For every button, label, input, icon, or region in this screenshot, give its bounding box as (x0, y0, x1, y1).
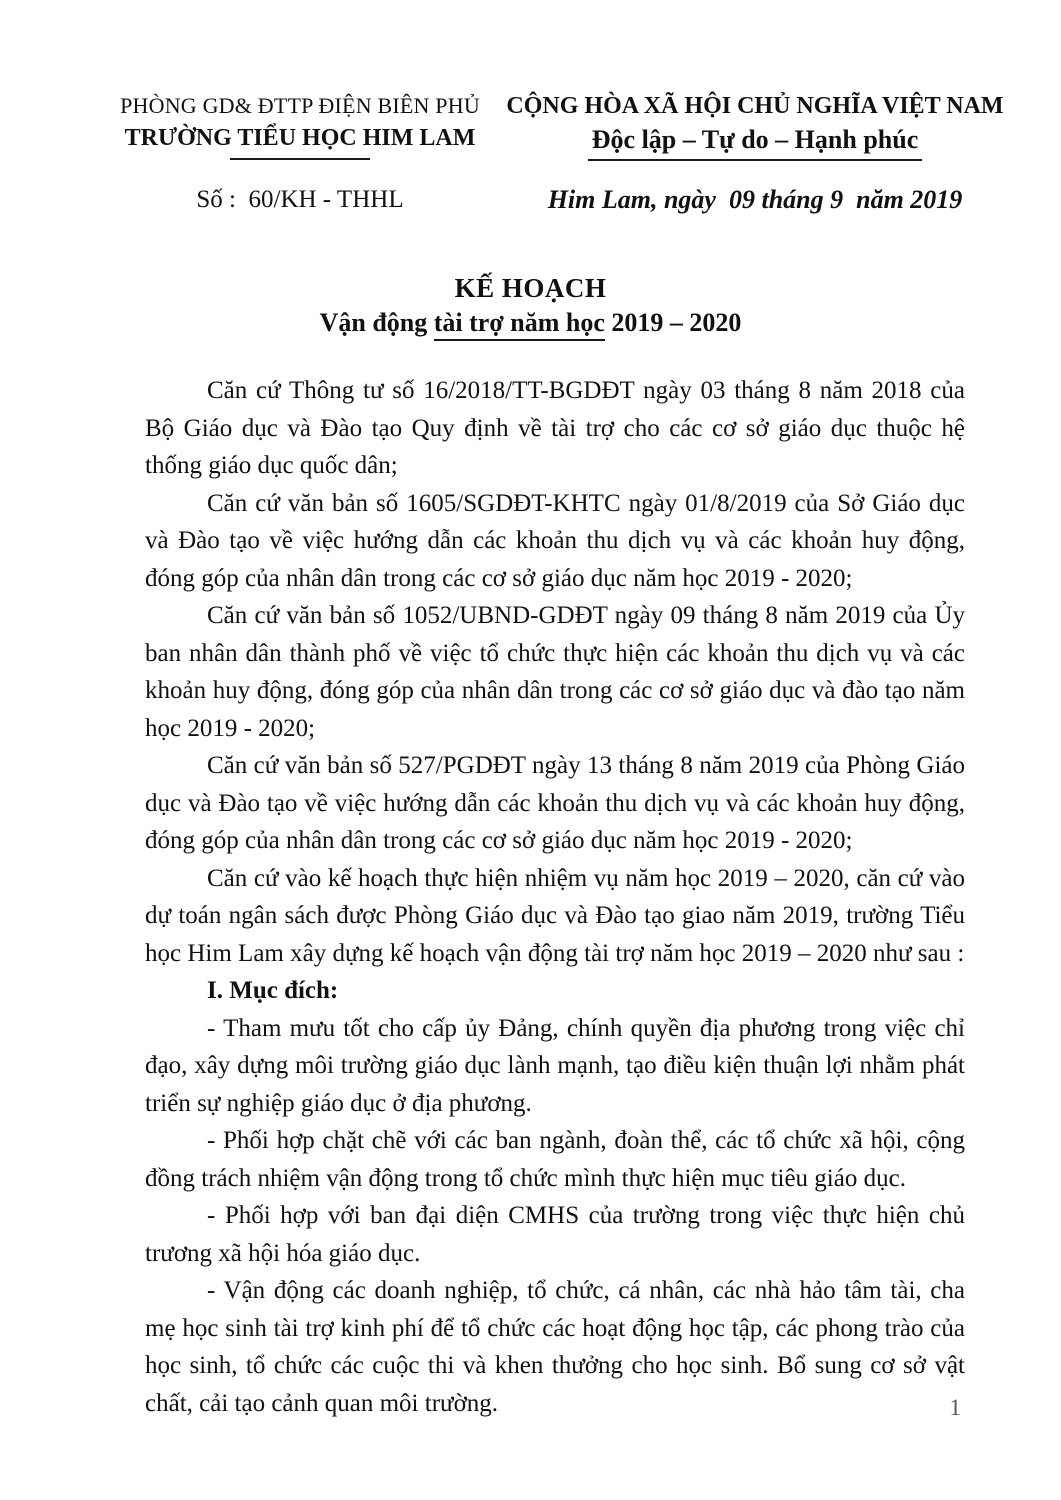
school-name-underline (230, 158, 370, 160)
section-item: - Tham mưu tốt cho cấp ủy Đảng, chính quyền địa phương trong việc chỉ đạo, xây dựng môi trường giáo dục lành mạnh, tạo điều kiện thuận lợi nhằm phát triển sự nghiệp giáo dục ở địa phương. (145, 1014, 965, 1117)
national-title: CỘNG HÒA XÃ HỘI CHỦ NGHĨA VIỆT NAM (506, 93, 1004, 119)
page-number: 1 (949, 1395, 961, 1420)
document-subtitle (0, 306, 1061, 340)
document-number: Số : 60/KH - THHL (196, 186, 404, 213)
subtitle-underlined-part: tài trợ năm học (434, 308, 605, 341)
national-motto: Độc lập – Tự do – Hạnh phúc (588, 124, 923, 161)
section-heading: I. Mục đích: (207, 977, 339, 1004)
document-header (0, 90, 1061, 161)
number-date-row (0, 185, 1061, 215)
body-paragraph: Căn cứ vào kế hoạch thực hiện nhiệm vụ năm học 2019 – 2020, căn cứ vào dự toán ngân sách được Phòng Giáo dục và Đào tạo giao năm 2019, trường Tiểu học Him Lam xây dựng kế hoạch vận động tài trợ năm học 2019 – 2020 như sau : (145, 864, 965, 967)
section-item: - Phối hợp với ban đại diện CMHS của trường trong việc thực hiện chủ trương xã hội hóa giáo dục. (145, 1202, 965, 1267)
section-item: - Vận động các doanh nghiệp, tổ chức, cá nhân, các nhà hảo tâm tài, cha mẹ học sinh tài trợ kinh phí để tổ chức các hoạt động học tập, các phong trào của học sinh, tổ chức các cuộc thi và khen thưởng cho học sinh. Bổ sung cơ sở vật chất, cải tạo cảnh quan môi trường. (145, 1277, 965, 1417)
issuing-authority-block (110, 90, 490, 161)
department-name: PHÒNG GD& ĐTTP ĐIỆN BIÊN PHỦ (120, 93, 480, 118)
national-heading-block (505, 90, 1005, 161)
document-title: KẾ HOẠCH (454, 273, 607, 303)
place-and-date: Him Lam, ngày 09 tháng 9 năm 2019 (547, 185, 963, 214)
body-paragraph: Căn cứ Thông tư số 16/2018/TT-BGDĐT ngày 03 tháng 8 năm 2018 của Bộ Giáo dục và Đào tạo Quy định về tài trợ cho các cơ sở giáo dục thuộc hệ thống giáo dục quốc dân; (145, 377, 965, 479)
document-body (145, 372, 965, 1422)
subtitle-prefix: Vận động (319, 308, 434, 337)
title-block (0, 271, 1061, 340)
body-paragraph: Căn cứ văn bản số 1052/UBND-GDĐT ngày 09 tháng 8 năm 2019 của Ủy ban nhân dân thành phố về việc tổ chức thực hiện các khoản thu dịch vụ và các khoản huy động, đóng góp của nhân dân trong các cơ sở giáo dục và đào tạo năm học 2019 - 2020; (145, 602, 965, 742)
subtitle-suffix: 2019 – 2020 (604, 308, 742, 337)
school-name: TRƯỜNG TIỂU HỌC HIM LAM (124, 125, 476, 151)
body-paragraph: Căn cứ văn bản số 527/PGDĐT ngày 13 tháng 8 năm 2019 của Phòng Giáo dục và Đào tạo về việc hướng dẫn các khoản thu dịch vụ và các khoản huy động, đóng góp của nhân dân trong các cơ sở giáo dục năm học 2019 - 2020; (145, 752, 965, 854)
section-item: - Phối hợp chặt chẽ với các ban ngành, đoàn thể, các tổ chức xã hội, cộng đồng trách nhiệm vận động trong tổ chức mình thực hiện mục tiêu giáo dục. (145, 1127, 965, 1192)
body-paragraph: Căn cứ văn bản số 1605/SGDĐT-KHTC ngày 01/8/2019 của Sở Giáo dục và Đào tạo về việc hướng dẫn các khoản thu dịch vụ và các khoản huy động, đóng góp của nhân dân trong các cơ sở giáo dục năm học 2019 - 2020; (145, 489, 965, 592)
